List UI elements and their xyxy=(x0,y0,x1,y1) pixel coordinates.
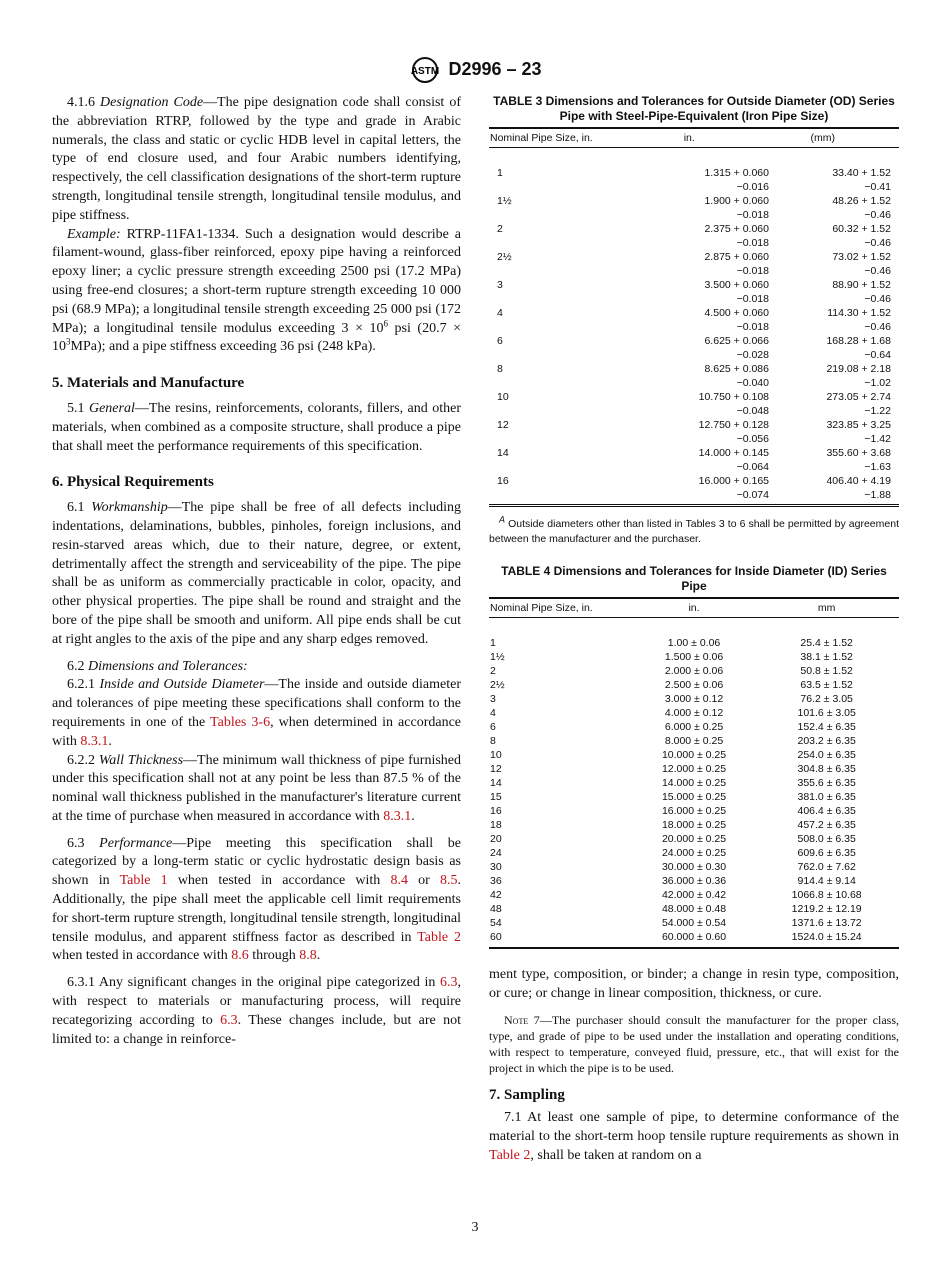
page-number: 3 xyxy=(471,1220,479,1235)
text-segment: or xyxy=(407,873,440,889)
table-row xyxy=(489,762,899,776)
nominal-size: 20 xyxy=(490,833,502,845)
text-segment: when tested in accordance with xyxy=(167,873,391,889)
nominal-size: 6 xyxy=(490,721,496,733)
id-mm: 254.0 ± 6.35 xyxy=(797,749,856,761)
nominal-size: 1½ xyxy=(497,195,512,207)
od-mm: 60.32 + 1.52 xyxy=(832,223,891,235)
text-segment: through xyxy=(248,948,300,964)
text-segment: 6.3.1 Any significant changes in the original pipe categorized in xyxy=(67,975,440,991)
text-segment: 4.1.6 xyxy=(67,95,101,110)
table-row xyxy=(489,446,899,460)
id-mm: 1371.6 ± 13.72 xyxy=(791,917,862,929)
table-row xyxy=(489,334,899,348)
nominal-size: 16 xyxy=(490,805,502,817)
paragraph xyxy=(52,658,461,677)
table-row xyxy=(489,734,899,748)
od-mm-minus-tolerance: −1.22 xyxy=(864,405,891,417)
text-segment: RTRP-11FA1-1334. Such a designation would describe a filament-wound, glass-fiber reinforced, epoxy pipe having a reinforced epoxy liner; a cyclic pressure strength exceeding 2500 psi (17.2 MPa) using free-end closures; a short-term rupture strength exceeding 10 000 psi (68.9 MPa); a longitudinal tensile strength exceeding 25 000 psi (172 MPa); a longitudinal tensile modulus exceeding 3 × 10 xyxy=(52,226,461,336)
table-row xyxy=(489,678,899,692)
id-mm: 762.0 ± 7.62 xyxy=(797,861,856,873)
od-mm-minus-tolerance: −1.63 xyxy=(864,461,891,473)
nominal-size: 4 xyxy=(490,707,496,719)
text-segment: . xyxy=(316,948,321,964)
table-row xyxy=(489,818,899,832)
page-header xyxy=(0,56,950,84)
od-in-minus-tolerance: −0.074 xyxy=(736,489,769,501)
table-row xyxy=(489,692,899,706)
table-row xyxy=(489,902,899,916)
nominal-size: 3 xyxy=(490,693,496,705)
table-row xyxy=(489,664,899,678)
text-segment: —The pipe designation code shall consist of the abbreviation RTRP, followed by the type and grade in Arabic numerals, the class and static or cyclic HDB level in capital letters, the type of end closure used, and four Arabic numbers identifying, respectively, the cell classification designations of the short-term rupture strength, longitudinal tensile strength, longitudinal tensile modulus, and pipe stiffness. xyxy=(52,95,461,223)
id-in: 10.000 ± 0.25 xyxy=(661,749,727,761)
od-in: 10.750 + 0.108 xyxy=(698,391,769,403)
right-column-text xyxy=(489,966,899,1166)
id-mm: 1219.2 ± 12.19 xyxy=(791,903,862,915)
id-in: 36.000 ± 0.36 xyxy=(661,875,727,887)
id-in: 4.000 ± 0.12 xyxy=(664,707,724,719)
id-mm: 508.0 ± 6.35 xyxy=(797,833,856,845)
nominal-size: 6 xyxy=(497,335,503,347)
paragraph xyxy=(52,676,461,751)
paragraph xyxy=(52,94,461,226)
table-row xyxy=(489,832,899,846)
table-row xyxy=(489,222,899,236)
od-in: 4.500 + 0.060 xyxy=(704,307,769,319)
paragraph-7-1: 7.1 At least one sample of pipe, to determine conformance of the material to the short-term hoop tensile rupture requirements as shown in Table 2, shall be taken at random on a xyxy=(489,1110,899,1163)
od-in-minus-tolerance: −0.018 xyxy=(736,265,769,277)
od-mm-minus-tolerance: −0.41 xyxy=(864,181,891,193)
left-column xyxy=(52,94,461,1049)
od-mm-minus-tolerance: −0.46 xyxy=(864,321,891,333)
nominal-size: 30 xyxy=(490,861,502,873)
text-segment: 3 xyxy=(66,336,71,347)
paragraph xyxy=(52,226,461,358)
id-in: 16.000 ± 0.25 xyxy=(661,805,727,817)
od-mm-minus-tolerance: −0.64 xyxy=(864,349,891,361)
id-mm: 381.0 ± 6.35 xyxy=(797,791,856,803)
od-in-minus-tolerance: −0.028 xyxy=(736,349,769,361)
nominal-size: 18 xyxy=(490,819,502,831)
text-segment: when tested in accordance with xyxy=(52,948,232,964)
cross-reference-link[interactable]: 8.6 xyxy=(231,948,249,964)
od-in: 1.900 + 0.060 xyxy=(704,195,769,207)
id-in: 15.000 ± 0.25 xyxy=(661,791,727,803)
text-segment: , when determined in accordance with xyxy=(52,714,461,749)
od-in-minus-tolerance: −0.040 xyxy=(736,377,769,389)
text-segment: Dimensions and Tolerances: xyxy=(88,658,248,674)
table-row xyxy=(489,874,899,888)
id-mm: 203.2 ± 6.35 xyxy=(797,735,856,747)
od-in: 8.625 + 0.086 xyxy=(704,363,769,375)
table-row xyxy=(489,650,899,664)
nominal-size: 2 xyxy=(490,665,496,677)
od-mm: 406.40 + 4.19 xyxy=(826,475,891,487)
text-segment: —The minimum wall thickness of pipe furnished under this specification shall not at any point be less than 87.5 % of the nominal wall thickness published in the manufacturer's literature current at the time of purchase when measured in accordance with xyxy=(52,752,462,824)
text-segment: . Additionally, the pipe shall meet the applicable cell limit requirements for short-term rupture strength, longitudinal tensile strength, longitudinal tensile modulus, and apparent stiffness factor as described in xyxy=(52,873,461,945)
text-segment: Performance xyxy=(99,835,173,851)
table-row xyxy=(489,250,899,264)
nominal-size: 42 xyxy=(490,889,502,901)
table-row xyxy=(489,846,899,860)
od-mm-minus-tolerance: −1.88 xyxy=(864,489,891,501)
od-in-minus-tolerance: −0.018 xyxy=(736,321,769,333)
id-in: 6.000 ± 0.25 xyxy=(664,721,724,733)
od-mm: 219.08 + 2.18 xyxy=(826,363,891,375)
id-in: 14.000 ± 0.25 xyxy=(661,777,727,789)
od-in: 12.750 + 0.128 xyxy=(698,419,769,431)
table-row xyxy=(489,930,899,944)
id-in: 60.000 ± 0.60 xyxy=(661,931,727,943)
id-mm: 25.4 ± 1.52 xyxy=(800,637,853,649)
od-mm-minus-tolerance: −0.46 xyxy=(864,265,891,277)
od-in-minus-tolerance: −0.016 xyxy=(736,181,769,193)
nominal-size: 14 xyxy=(490,777,502,789)
text-segment: 6.1 xyxy=(67,500,92,516)
text-segment: 6.2.2 xyxy=(67,752,99,768)
id-in: 3.000 ± 0.12 xyxy=(664,693,724,705)
table-row xyxy=(489,776,899,790)
cross-reference-link[interactable]: Table 2 xyxy=(417,929,461,945)
nominal-size: 3 xyxy=(497,279,503,291)
table-4-title: TABLE 4 Dimensions and Tolerances for Inside Diameter (ID) Series Pipe xyxy=(501,564,887,593)
id-mm: 38.1 ± 1.52 xyxy=(800,651,853,663)
text-segment: —The inside and outside diameter and tolerances of pipe meeting these specifications shall conform to the requirements in one of the xyxy=(52,677,461,730)
od-in: 16.000 + 0.165 xyxy=(698,475,769,487)
text-segment: —The pipe shall be free of all defects including indentations, delaminations, bubbles, pinholes, foreign inclusions, and resin-starved areas which, due to their nature, degree, or extent, detrimentally affect the strength and serviceability of the pipe. The pipe shall be as uniform as commercially practicable in color, opacity, and other physical properties. The pipe shall be round and straight and the bore of the pipe shall be smooth and uniform. All pipe ends shall be cut at right angles to the axis of the pipe and any sharp edges removed. xyxy=(52,500,461,647)
nominal-size: 8 xyxy=(497,363,503,375)
col-header: in. xyxy=(683,132,695,144)
id-in: 8.000 ± 0.25 xyxy=(664,735,724,747)
id-in: 54.000 ± 0.54 xyxy=(661,917,727,929)
od-in-minus-tolerance: −0.064 xyxy=(736,461,769,473)
table-4 xyxy=(489,564,899,949)
od-mm: 114.30 + 1.52 xyxy=(827,307,891,319)
od-mm-minus-tolerance: −1.02 xyxy=(864,377,891,389)
od-mm: 48.26 + 1.52 xyxy=(832,195,891,207)
nominal-size: 10 xyxy=(497,391,509,403)
od-in-minus-tolerance: −0.018 xyxy=(736,237,769,249)
paragraph xyxy=(52,835,461,967)
nominal-size: 10 xyxy=(490,749,502,761)
table-row xyxy=(489,888,899,902)
id-in: 48.000 ± 0.48 xyxy=(661,903,727,915)
id-in: 18.000 ± 0.25 xyxy=(661,819,727,831)
nominal-size: 12 xyxy=(490,763,502,775)
text-segment: 6.3 xyxy=(67,835,100,851)
od-mm: 168.28 + 1.68 xyxy=(826,335,891,347)
astm-logo-icon xyxy=(408,56,442,84)
id-in: 1.500 ± 0.06 xyxy=(664,651,724,663)
paragraph xyxy=(52,752,461,827)
cross-reference-link[interactable]: Tables 3-6 xyxy=(210,714,271,730)
od-mm: 33.40 + 1.52 xyxy=(832,167,891,179)
text-segment: Example: xyxy=(67,226,121,242)
text-segment: 6 xyxy=(383,317,389,328)
table-row xyxy=(489,278,899,292)
nominal-size: 2½ xyxy=(497,251,512,263)
table-row xyxy=(489,860,899,874)
id-mm: 457.2 ± 6.35 xyxy=(797,819,856,831)
nominal-size: 2½ xyxy=(490,679,505,691)
link-table-2[interactable]: Table 2 xyxy=(489,1147,531,1163)
od-in-minus-tolerance: −0.056 xyxy=(736,433,769,445)
text-segment: 6.2 xyxy=(67,658,88,674)
table-3-footnote: $^A$ Outside diameters other than listed in Tables 3 to 6 shall be permitted by agreement between the manufacturer and the purchaser. xyxy=(489,514,899,545)
id-mm: 76.2 ± 3.05 xyxy=(800,693,853,705)
id-in: 2.000 ± 0.06 xyxy=(664,665,724,677)
id-mm: 355.6 ± 6.35 xyxy=(797,777,856,789)
id-in: 12.000 ± 0.25 xyxy=(661,763,727,775)
od-in: 2.375 + 0.060 xyxy=(704,223,769,235)
text-segment: . xyxy=(108,733,112,749)
nominal-size: 36 xyxy=(490,875,502,887)
nominal-size: 24 xyxy=(490,847,502,859)
od-in: 6.625 + 0.066 xyxy=(704,335,769,347)
cross-reference-link[interactable]: 6.3 xyxy=(220,1012,238,1028)
col-header: Nominal Pipe Size, in. xyxy=(490,602,593,614)
table-row xyxy=(489,306,899,320)
nominal-size: 4 xyxy=(497,307,503,319)
nominal-size: 1 xyxy=(490,637,496,649)
text-segment: Designation Code xyxy=(100,95,204,110)
cross-reference-link[interactable]: 8.3.1 xyxy=(80,733,109,749)
paragraph xyxy=(52,974,461,1049)
od-in: 14.000 + 0.145 xyxy=(698,447,769,459)
od-mm-minus-tolerance: −0.46 xyxy=(864,237,891,249)
col-header: Nominal Pipe Size, in. xyxy=(490,132,593,144)
cross-reference-link[interactable]: 8.3.1 xyxy=(383,808,412,824)
table-row xyxy=(489,706,899,720)
svg-text:ASTM: ASTM xyxy=(411,66,440,77)
designation: D2996 – 23 xyxy=(448,58,542,79)
text-segment: Inside and Outside Diameter xyxy=(99,677,265,693)
text-segment: . xyxy=(411,808,415,824)
table-3-title: TABLE 3 Dimensions and Tolerances for Outside Diameter (OD) Series Pipe with Steel-Pipe-Equivalent (Iron Pipe Size) xyxy=(493,94,895,123)
paragraph xyxy=(52,400,461,456)
nominal-size: 1½ xyxy=(490,651,505,663)
nominal-size: 14 xyxy=(497,447,509,459)
text-segment: —The resins, reinforcements, colorants, fillers, and other materials, when combined as a composite structure, shall produce a pipe that shall meet the performance requirements of this specification. xyxy=(52,400,461,454)
nominal-size: 16 xyxy=(497,475,509,487)
id-mm: 1066.8 ± 10.68 xyxy=(791,889,862,901)
nominal-size: 48 xyxy=(490,903,502,915)
col-header: in. xyxy=(688,602,700,614)
text-segment: psi (20.7 × 10 xyxy=(52,320,461,355)
text-segment: , with respect to materials or manufacturing process, will require recategorizing according to xyxy=(52,975,461,1028)
text-segment: 5.1 xyxy=(67,400,89,416)
text-segment: —Pipe meeting this specification shall be categorized by a long-term static or cyclic hydrostatic design basis as shown in xyxy=(52,835,461,889)
od-in: 3.500 + 0.060 xyxy=(704,279,769,291)
id-in: 1.00 ± 0.06 xyxy=(667,637,721,649)
section-heading: 7. Sampling xyxy=(489,1086,565,1103)
od-mm: 355.60 + 3.68 xyxy=(826,447,891,459)
nominal-size: 2 xyxy=(497,223,503,235)
section-heading: 6. Physical Requirements xyxy=(52,474,214,491)
col-header: (mm) xyxy=(810,132,835,144)
od-mm-minus-tolerance: −0.46 xyxy=(864,209,891,221)
od-mm: 88.90 + 1.52 xyxy=(832,279,891,291)
text-segment: . These changes include, but are not limited to: a change in reinforce- xyxy=(52,1012,461,1047)
id-mm: 50.8 ± 1.52 xyxy=(800,665,853,677)
text-segment: Workmanship xyxy=(91,500,168,516)
text-segment: General xyxy=(88,400,135,416)
table-row xyxy=(489,390,899,404)
text-segment: MPa); and a pipe stiffness exceeding 36 psi (248 kPa). xyxy=(70,339,376,355)
nominal-size: 12 xyxy=(497,419,509,431)
table-row xyxy=(489,362,899,376)
cross-reference-link[interactable]: 8.5 xyxy=(439,873,458,889)
id-mm: 609.6 ± 6.35 xyxy=(797,847,856,859)
od-in-minus-tolerance: −0.018 xyxy=(736,209,769,221)
id-in: 42.000 ± 0.42 xyxy=(661,889,727,901)
table-row xyxy=(489,720,899,734)
id-mm: 101.6 ± 3.05 xyxy=(797,707,856,719)
note-7: Note 7—The purchaser should consult the manufacturer for the proper class, type, and grade of pipe to be used under the installation and operating conditions, with respect to temperature, conveyed fluid, pressure, etc., that will exist for the project in which the pipe is to be used. xyxy=(489,1012,899,1075)
table-row xyxy=(489,916,899,930)
od-in: 2.875 + 0.060 xyxy=(704,251,769,263)
paragraph-continuation: ment type, composition, or binder; a change in resin type, composition, or cure; or change in linear composition, thickness, or cure. xyxy=(489,967,899,1001)
table-row xyxy=(489,636,899,650)
id-in: 24.000 ± 0.25 xyxy=(661,847,727,859)
cross-reference-link[interactable]: 6.3 xyxy=(440,975,458,991)
cross-reference-link[interactable]: 8.4 xyxy=(390,873,408,889)
table-row xyxy=(489,418,899,432)
nominal-size: 8 xyxy=(490,735,496,747)
section-heading: 5. Materials and Manufacture xyxy=(52,375,245,392)
table-row xyxy=(489,194,899,208)
od-in-minus-tolerance: −0.048 xyxy=(736,405,769,417)
id-in: 2.500 ± 0.06 xyxy=(664,679,724,691)
od-mm: 323.85 + 3.25 xyxy=(826,419,891,431)
id-mm: 1524.0 ± 15.24 xyxy=(791,931,862,943)
id-mm: 914.4 ± 9.14 xyxy=(797,875,856,887)
nominal-size: 15 xyxy=(490,791,502,803)
od-mm: 273.05 + 2.74 xyxy=(826,391,891,403)
od-in: 1.315 + 0.060 xyxy=(704,167,769,179)
table-3 xyxy=(489,94,899,547)
id-mm: 304.8 ± 6.35 xyxy=(797,763,856,775)
paragraph xyxy=(52,499,461,649)
table-row xyxy=(489,474,899,488)
id-mm: 152.4 ± 6.35 xyxy=(797,721,856,733)
cross-reference-link[interactable]: 8.8 xyxy=(299,948,317,964)
id-mm: 63.5 ± 1.52 xyxy=(800,679,853,691)
od-mm: 73.02 + 1.52 xyxy=(832,251,891,263)
id-mm: 406.4 ± 6.35 xyxy=(797,805,856,817)
table-row xyxy=(489,804,899,818)
table-row xyxy=(489,166,899,180)
text-segment: 6.2.1 xyxy=(67,677,100,693)
nominal-size: 54 xyxy=(490,917,502,929)
col-header: mm xyxy=(817,602,836,614)
cross-reference-link[interactable]: Table 1 xyxy=(119,873,168,889)
od-mm-minus-tolerance: −1.42 xyxy=(864,433,891,445)
id-in: 20.000 ± 0.25 xyxy=(661,833,727,845)
text-segment: Wall Thickness xyxy=(98,752,184,768)
id-in: 30.000 ± 0.30 xyxy=(661,861,727,873)
table-row xyxy=(489,748,899,762)
nominal-size: 60 xyxy=(490,931,502,943)
table-row xyxy=(489,790,899,804)
nominal-size: 1 xyxy=(497,167,503,179)
od-in-minus-tolerance: −0.018 xyxy=(736,293,769,305)
od-mm-minus-tolerance: −0.46 xyxy=(864,293,891,305)
